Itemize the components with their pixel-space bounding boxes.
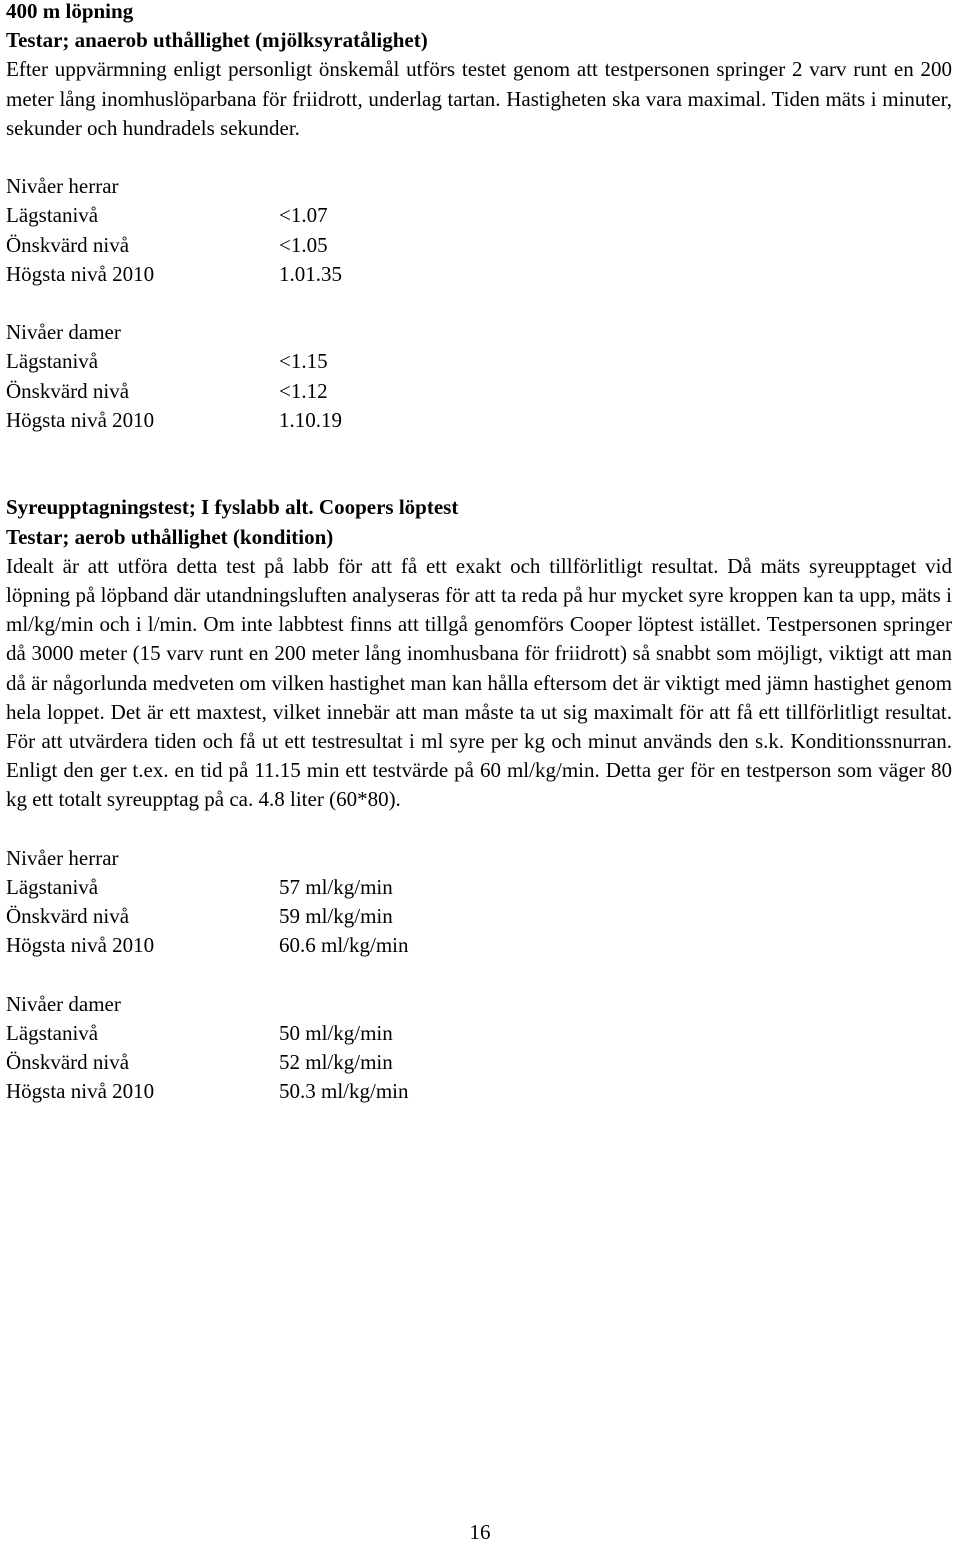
level-label: Önskvärd nivå <box>6 1050 130 1075</box>
section-description-400m: Efter uppvärmning enligt personligt önskemål utförs testet genom att testpersonen springer 2 varv runt en 200 meter lång inomhuslöparbana för friidrott, underlag tartan. Hastigheten ska vara maximal. Tiden mäts i minuter, sekunder och hundradels sekunder. <box>6 57 952 140</box>
levels-heading-men: Nivåer herrar <box>6 845 119 870</box>
level-value: <1.15 <box>279 349 328 374</box>
level-label: Önskvärd nivå <box>6 232 130 257</box>
level-row <box>6 1077 952 1106</box>
section-subtitle-anaerobic: Testar; anaerob uthållighet (mjölksyratålighet) <box>6 28 428 53</box>
level-value: 57 ml/kg/min <box>279 875 393 900</box>
level-row <box>6 260 952 289</box>
level-label: Lägstanivå <box>6 349 99 374</box>
document-page <box>6 0 952 1107</box>
levels-heading-women: Nivåer damer <box>6 991 121 1016</box>
level-label: Högsta nivå 2010 <box>6 261 155 286</box>
level-row <box>6 1048 952 1077</box>
level-value: <1.05 <box>279 232 328 257</box>
level-row <box>6 377 952 406</box>
level-row <box>6 902 952 931</box>
level-label: Högsta nivå 2010 <box>6 407 155 432</box>
level-value: 59 ml/kg/min <box>279 904 393 929</box>
section-title-part1: Syreupptagningstest; I fyslabb alt. <box>6 495 314 520</box>
level-value: <1.12 <box>279 378 328 403</box>
section-title-vo2 <box>6 493 952 522</box>
levels-women-400m <box>6 318 952 435</box>
level-row <box>6 931 952 960</box>
level-label: Lägstanivå <box>6 203 99 228</box>
level-value: 50 ml/kg/min <box>279 1021 393 1046</box>
level-value: <1.07 <box>279 203 328 228</box>
level-label: Önskvärd nivå <box>6 378 130 403</box>
levels-women-vo2 <box>6 990 952 1107</box>
level-label: Högsta nivå 2010 <box>6 933 155 958</box>
level-value: 50.3 ml/kg/min <box>279 1079 409 1104</box>
level-label: Lägstanivå <box>6 1021 99 1046</box>
level-value: 1.10.19 <box>279 407 342 432</box>
levels-heading-women: Nivåer damer <box>6 320 121 345</box>
level-label: Önskvärd nivå <box>6 904 130 929</box>
level-row <box>6 1019 952 1048</box>
section-description-vo2: Idealt är att utföra detta test på labb för att få ett exakt och tillförlitligt resultat. Då mäts syreupptaget vid löpning på löpband där utandningsluften analyseras för att ta reda på hur mycket syre kroppen kan ta upp, mäts i ml/kg/min och i l/min. Om inte labbtest finns att tillgå genomförs Cooper löptest istället. Testpersonen springer då 3000 meter (15 varv runt en 200 meter lång inomhusbana för friidrott) så snabbt som möjligt, viktigt att man då är någorlunda medveten om vilken hastighet man kan hålla eftersom det är viktigt med jämn hastighet genom hela loppet. Det är ett maxtest, vilket innebär att man måste ta ut sig maximalt för att få ett tillförlitligt resultat. För att utvärdera tiden och få ut ett testresultat i ml syre per kg och minut används den s.k. Konditionssnurran. Enligt den ger t.ex. en tid på 11.15 min ett testvärde på 60 ml/kg/min. Detta ger för en testperson som väger 80 kg ett totalt syreupptag på ca. 4.8 liter (60*80). <box>6 553 952 812</box>
section-title-400m: 400 m löpning <box>6 0 134 23</box>
level-row <box>6 873 952 902</box>
section-subtitle-aerobic: Testar; aerob uthållighet (kondition) <box>6 524 334 549</box>
level-value: 60.6 ml/kg/min <box>279 933 409 958</box>
level-label: Högsta nivå 2010 <box>6 1079 155 1104</box>
level-label: Lägstanivå <box>6 875 99 900</box>
section-title-part2: Coopers löptest <box>318 495 459 520</box>
levels-men-vo2 <box>6 844 952 961</box>
level-row <box>6 347 952 376</box>
level-value: 1.01.35 <box>279 261 342 286</box>
level-row <box>6 231 952 260</box>
level-row <box>6 201 952 230</box>
levels-men-400m <box>6 172 952 289</box>
level-value: 52 ml/kg/min <box>279 1050 393 1075</box>
levels-heading-men: Nivåer herrar <box>6 174 119 199</box>
level-row <box>6 406 952 435</box>
page-number: 16 <box>469 1520 491 1544</box>
